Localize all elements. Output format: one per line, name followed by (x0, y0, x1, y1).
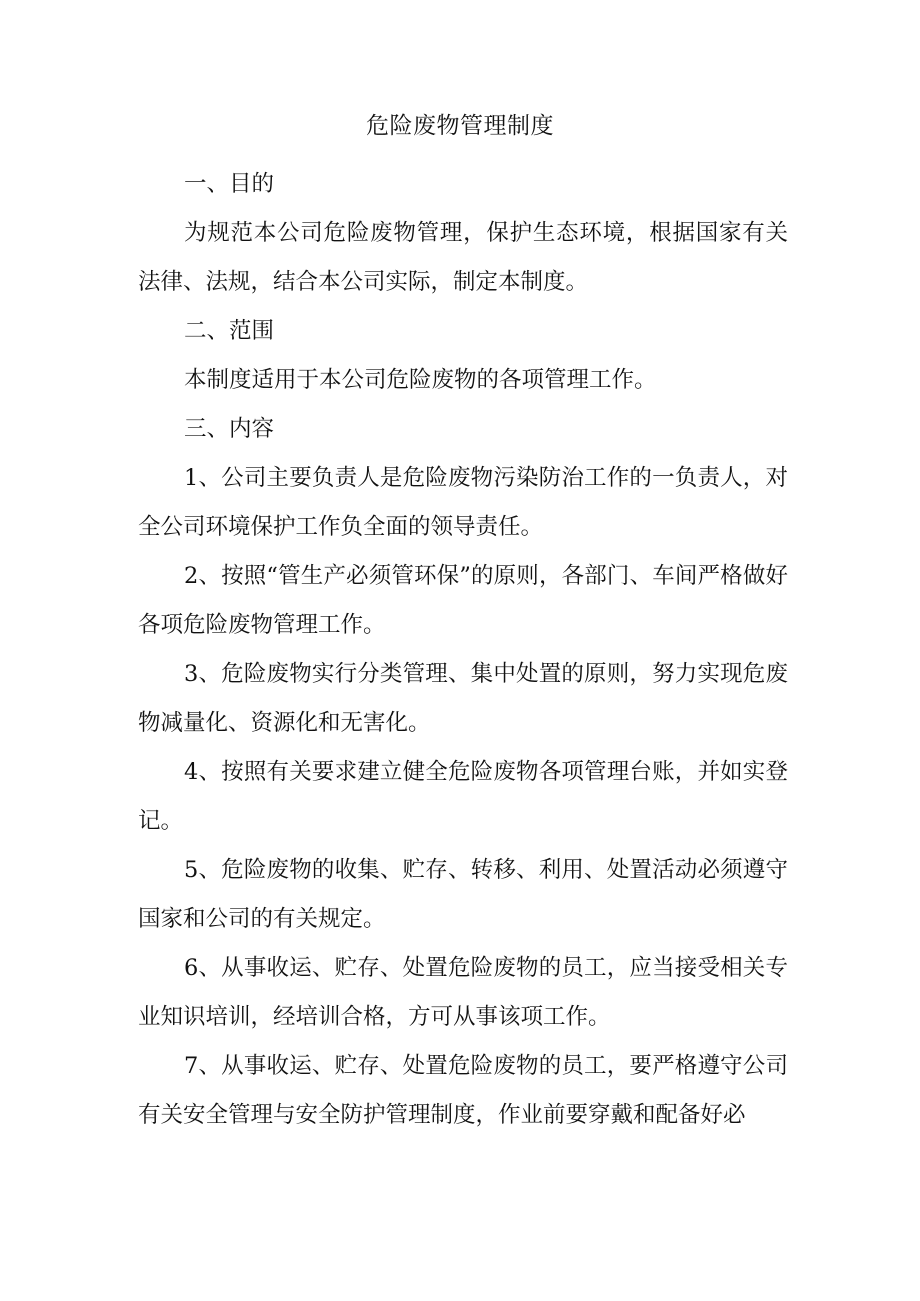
document-body (138, 160, 788, 1140)
paragraph-purpose: 为规范本公司危险废物管理，保护生态环境，根据国家有关法律、法规，结合本公司实际，制定本制度。 (138, 220, 788, 295)
content-item-5: 5、危险废物的收集、贮存、转移、利用、处置活动必须遵守国家和公司的有关规定。 (138, 857, 788, 932)
section-heading-purpose: 一、目的 (184, 171, 275, 197)
content-item-4: 4、按照有关要求建立健全危险废物各项管理台账，并如实登记。 (138, 759, 788, 834)
section-heading-scope: 二、范围 (184, 318, 275, 344)
paragraph-scope: 本制度适用于本公司危险废物的各项管理工作。 (184, 367, 657, 393)
content-item-1: 1、公司主要负责人是危险废物污染防治工作的一负责人，对全公司环境保护工作负全面的领导责任。 (138, 465, 788, 540)
content-item-7: 7、从事收运、贮存、处置危险废物的员工，要严格遵守公司有关安全管理与安全防护管理制度，作业前要穿戴和配备好必 (138, 1053, 788, 1128)
document-title: 危险废物管理制度 (366, 113, 554, 139)
content-item-2: 2、按照“管生产必须管环保”的原则，各部门、车间严格做好各项危险废物管理工作。 (138, 563, 788, 638)
section-heading-content: 三、内容 (184, 416, 275, 442)
content-item-6: 6、从事收运、贮存、处置危险废物的员工，应当接受相关专业知识培训，经培训合格，方可从事该项工作。 (138, 955, 788, 1030)
content-item-3: 3、危险废物实行分类管理、集中处置的原则，努力实现危废物减量化、资源化和无害化。 (138, 661, 788, 736)
